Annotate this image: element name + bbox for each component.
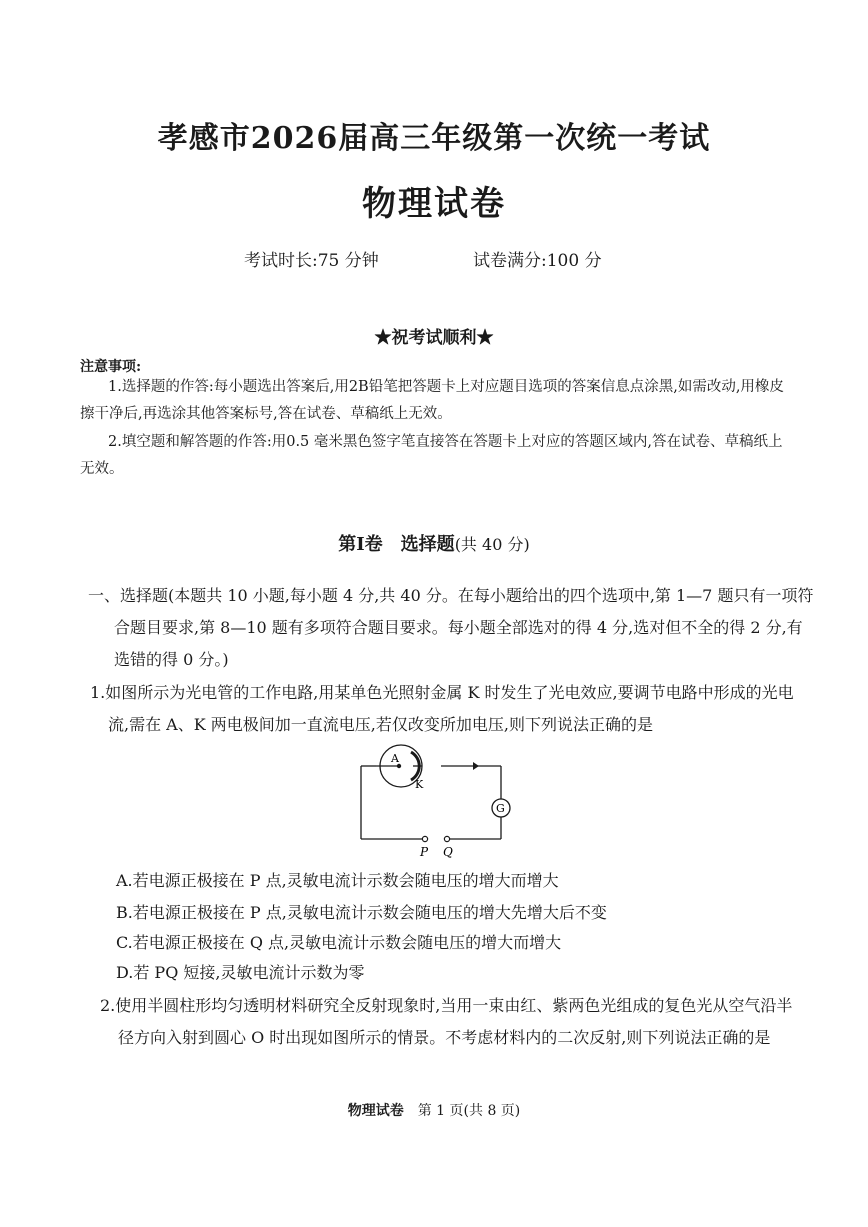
exam-duration: 考试时长:75 分钟 bbox=[244, 251, 379, 271]
exam-subject-title: 物理试卷 bbox=[362, 184, 506, 224]
current-arrow-icon bbox=[473, 762, 479, 770]
question-2-stem: 2.使用半圆柱形均匀透明材料研究全反射现象时,当用一束由红、紫两色光组成的复色光从空气沿半径方向入射到圆心 O 时出现如图所示的情景。不考虑材料内的二次反射,则下列说法正确的是 bbox=[100, 996, 793, 1047]
part-one-intro: 一、选择题(本题共 10 小题,每小题 4 分,共 40 分。在每小题给出的四个选项中,第 1—7 题只有一项符合题目要求,第 8—10 题有多项符合题目要求。每小题全部选对的得 4 分,选对但不全的得 2 分,有选错的得 0 分。) bbox=[88, 586, 814, 669]
question-1-stem: 1.如图所示为光电管的工作电路,用某单色光照射金属 K 时发生了光电效应,要调节电路中形成的光电流,需在 A、K 两电极间加一直流电压,若仅改变所加电压,则下列说法正确的是 bbox=[90, 683, 794, 734]
question-1-option-a: A.若电源正极接在 P 点,灵敏电流计示数会随电压的增大而增大 bbox=[116, 871, 559, 890]
section-title: 第Ⅰ卷 选择题 bbox=[338, 534, 455, 555]
terminal-p-label: P bbox=[420, 845, 429, 859]
notes-heading: 注意事项: bbox=[80, 359, 142, 375]
note-item-2: 2.填空题和解答题的作答:用0.5 毫米黑色签字笔直接答在答题卡上对应的答题区域内,答在试卷、草稿纸上无效。 bbox=[80, 434, 783, 477]
terminal-q-icon bbox=[444, 836, 449, 841]
footer-page-number: 第 1 页(共 8 页) bbox=[417, 1103, 521, 1119]
section-score-note: (共 40 分) bbox=[454, 535, 530, 554]
question-1-option-d: D.若 PQ 短接,灵敏电流计示数为零 bbox=[116, 963, 365, 982]
terminal-q-label: Q bbox=[443, 845, 453, 859]
footer-subject: 物理试卷 bbox=[347, 1103, 404, 1119]
exam-full-score: 试卷满分:100 分 bbox=[473, 251, 602, 271]
terminal-p-icon bbox=[422, 836, 427, 841]
photocell-circuit-figure bbox=[355, 742, 525, 862]
question-1-option-c: C.若电源正极接在 Q 点,灵敏电流计示数会随电压的增大而增大 bbox=[116, 933, 562, 952]
question-1-option-b: B.若电源正极接在 P 点,灵敏电流计示数会随电压的增大先增大后不变 bbox=[116, 903, 607, 922]
exam-title: 孝感市2026届高三年级第一次统一考试 bbox=[157, 121, 711, 156]
good-luck-banner: ★祝考试顺利★ bbox=[374, 328, 494, 348]
anode-label: A bbox=[391, 752, 399, 765]
note-item-1: 1.选择题的作答:每小题选出答案后,用2B铅笔把答题卡上对应题目选项的答案信息点涂黑,如需改动,用橡皮擦干净后,再选涂其他答案标号,答在试卷、草稿纸上无效。 bbox=[80, 379, 784, 422]
section-heading bbox=[0, 530, 868, 556]
cathode-label: K bbox=[415, 778, 424, 791]
galvanometer-label: G bbox=[496, 802, 505, 815]
page-footer bbox=[0, 1100, 868, 1120]
